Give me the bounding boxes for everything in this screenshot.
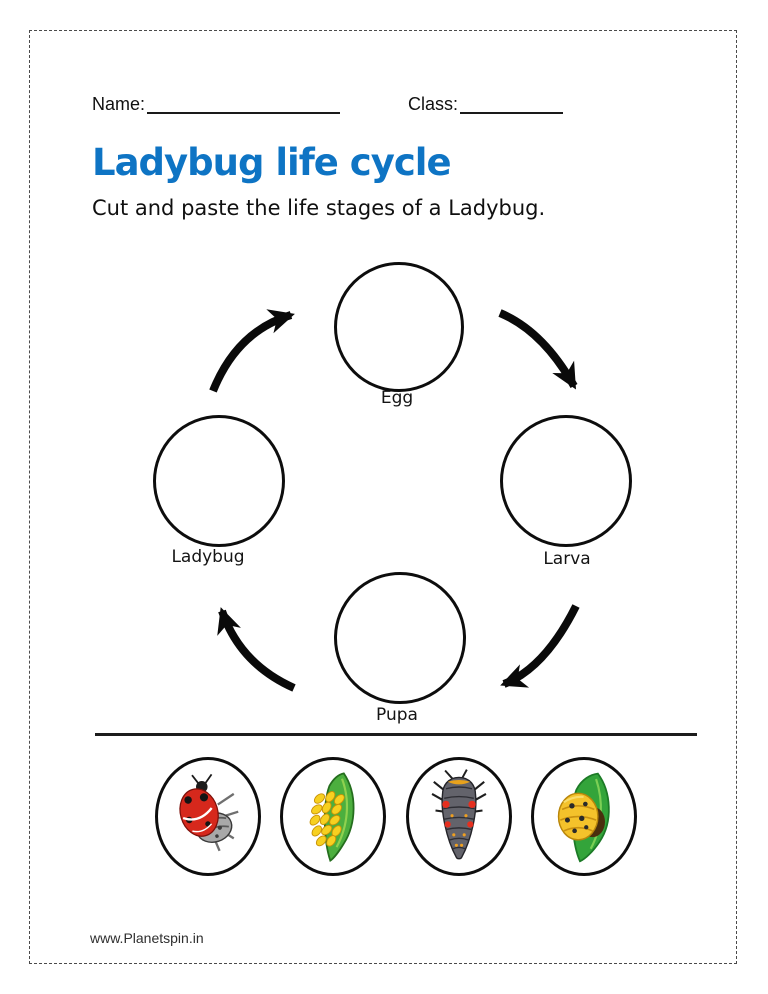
website-url: www.Planetspin.in — [90, 930, 204, 946]
stage-label-ladybug: Ladybug — [171, 547, 245, 567]
cutout-eggs — [280, 757, 386, 876]
cutout-pupa — [531, 757, 637, 876]
ladybug-eggs-icon — [297, 769, 369, 865]
ladybug-pupa-icon — [546, 769, 622, 865]
class-label: Class: — [408, 94, 459, 114]
cutout-ladybug — [155, 757, 261, 876]
class-blank-line — [460, 96, 563, 114]
stage-label-egg: Egg — [380, 388, 414, 408]
page-title: Ladybug life cycle — [92, 141, 451, 184]
ladybug-adult-icon — [168, 771, 248, 863]
cut-line-separator — [95, 733, 697, 736]
pupa-drop-circle — [334, 572, 466, 704]
egg-drop-circle — [334, 262, 464, 392]
larva-drop-circle — [500, 415, 632, 547]
ladybug-drop-circle — [153, 415, 285, 547]
ladybug-larva-icon — [428, 767, 490, 867]
instruction-text: Cut and paste the life stages of a Ladybug. — [92, 196, 546, 220]
cutout-larva — [406, 757, 512, 876]
stage-label-larva: Larva — [543, 549, 591, 569]
stage-label-pupa: Pupa — [376, 705, 418, 725]
name-label: Name: — [92, 94, 146, 114]
name-blank-line — [147, 96, 340, 114]
